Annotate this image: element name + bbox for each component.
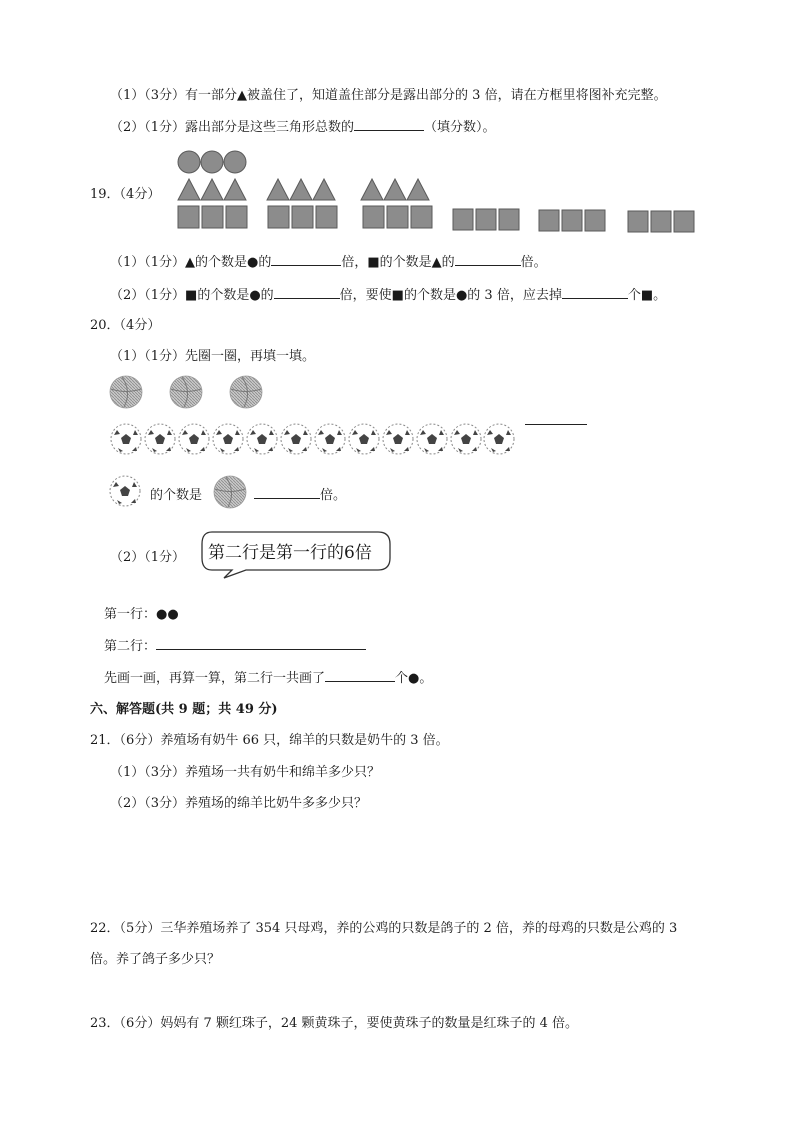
q19-part2-text-c: 个■。 (627, 288, 667, 303)
speech-bubble-text: 第二行是第一行的6倍 (208, 543, 372, 563)
triangle-shape (201, 179, 223, 200)
square-shape (628, 211, 648, 232)
square-shape (268, 206, 289, 228)
triangle-shape (407, 179, 429, 200)
q20-row2-draw-line[interactable] (156, 635, 366, 650)
circle-shape (178, 151, 200, 173)
triangle-shape (178, 179, 200, 200)
q20-compare-tail: 倍。 (320, 488, 347, 503)
q18-part2-text: （2）（1分）露出部分是这些三角形总数的 (110, 120, 355, 135)
circle-row (178, 151, 246, 173)
square-shape (539, 210, 559, 231)
square-shape (562, 210, 582, 231)
section-six-title: 六、解答题(共 9 题；共 49 分) (90, 702, 278, 717)
q19-part2-text-a: （2）（1分）■的个数是●的 (110, 288, 274, 303)
q20-blank-1[interactable] (254, 484, 320, 499)
q22-stem-line1: 22．（5分）三华养殖场养了 354 只母鸡，养的公鸡的只数是鸽子的 2 倍，养的母鸡的只数是公鸡的 3 (90, 921, 678, 936)
circle-shape (224, 151, 246, 173)
square-shape (585, 210, 605, 231)
q20-row2-label: 第二行： (104, 639, 157, 654)
square-shape (674, 211, 694, 232)
circle-shape (201, 151, 223, 173)
soccer-ball-icon (145, 424, 175, 454)
triangle-shape (224, 179, 246, 200)
q21-part2: （2）（3分）养殖场的绵羊比奶牛多多少只？ (110, 796, 368, 811)
triangle-shape (313, 179, 335, 200)
q21-stem: 21．（6分）养殖场有奶牛 66 只，绵羊的只数是奶牛的 3 倍。 (90, 733, 449, 748)
basketball-row (110, 376, 262, 408)
soccer-ball-icon (383, 424, 413, 454)
q20-blank-2[interactable] (325, 667, 395, 682)
q22-stem-line2: 倍。养了鸽子多少只？ (90, 952, 221, 967)
square-shape (476, 209, 496, 230)
square-shape (363, 206, 384, 228)
soccer-ball-icon (281, 424, 311, 454)
soccer-ball-icon (247, 424, 277, 454)
q20-final-tail: 个●。 (395, 671, 433, 686)
square-shape (292, 206, 313, 228)
triangle-row (178, 179, 429, 200)
basketball-icon (170, 376, 202, 408)
triangle-shape (361, 179, 383, 200)
q19-part1 (110, 251, 547, 270)
q20-row1 (104, 603, 179, 622)
square-shape (316, 206, 337, 228)
square-shape (453, 209, 473, 230)
q19-shapes-figure (170, 148, 710, 240)
q23-stem: 23．（6分）妈妈有 7 颗红珠子，24 颗黄珠子，要使黄珠子的数量是红珠子的 4 倍。 (90, 1016, 579, 1031)
q19-part2 (110, 284, 666, 303)
soccer-ball-icon (213, 424, 243, 454)
q18-part2 (110, 116, 496, 135)
soccer-ball-icon (315, 424, 345, 454)
soccer-ball-icon (108, 474, 142, 508)
square-row (178, 206, 694, 232)
q20-row-blank[interactable] (525, 410, 587, 425)
soccer-ball-icon (179, 424, 209, 454)
triangle-shape (267, 179, 289, 200)
square-shape (178, 206, 199, 228)
q21-part1: （1）（3分）养殖场一共有奶牛和绵羊多少只？ (110, 765, 381, 780)
soccer-ball-row (111, 424, 514, 454)
q19-part1-text-c: 倍。 (520, 255, 547, 270)
square-shape (202, 206, 223, 228)
triangle-shape (384, 179, 406, 200)
square-shape (499, 209, 519, 230)
q20-compare-answer (254, 484, 346, 503)
q20-row2 (104, 635, 366, 654)
q18-part2-tail: （填分数）。 (424, 120, 496, 135)
q20-part2-label: （2）（1分） (110, 550, 186, 565)
basketball-icon (110, 376, 142, 408)
q19-blank-3[interactable] (274, 284, 340, 299)
q18-answer-blank[interactable] (354, 116, 424, 131)
q19-part1-text-b: 倍，■的个数是▲的 (341, 255, 455, 270)
q20-part1: （1）（1分）先圈一圈，再填一填。 (110, 349, 316, 364)
soccer-ball-icon (349, 424, 379, 454)
basketball-icon (230, 376, 262, 408)
q20-row1-dots: ●● (156, 607, 179, 622)
q20-compare-text: 的个数是 (150, 488, 203, 503)
q20-header: 20．（4分） (90, 318, 161, 333)
q19-blank-4[interactable] (562, 284, 628, 299)
basketball-icon (212, 474, 248, 510)
square-shape (387, 206, 408, 228)
triangle-shape (290, 179, 312, 200)
q20-row1-label: 第一行： (104, 607, 157, 622)
q20-final-text: 先画一画，再算一算，第二行一共画了 (104, 671, 326, 686)
soccer-ball-icon (484, 424, 514, 454)
q20-balls-figure (105, 372, 525, 462)
q19-blank-2[interactable] (455, 251, 521, 266)
q19-header: 19．（4分） (90, 187, 161, 202)
q18-part1: （1）（3分）有一部分▲被盖住了，知道盖住部分是露出部分的 3 倍，请在方框里将图补充完整。 (110, 88, 667, 103)
q19-blank-1[interactable] (271, 251, 341, 266)
soccer-ball-icon (451, 424, 481, 454)
square-shape (411, 206, 432, 228)
q19-part2-text-b: 倍，要使■的个数是●的 3 倍，应去掉 (339, 288, 562, 303)
soccer-ball-icon (111, 424, 141, 454)
q20-final (104, 667, 432, 686)
square-shape (226, 206, 247, 228)
square-shape (651, 211, 671, 232)
q19-part1-text-a: （1）（1分）▲的个数是●的 (110, 255, 272, 270)
soccer-ball-icon (417, 424, 447, 454)
